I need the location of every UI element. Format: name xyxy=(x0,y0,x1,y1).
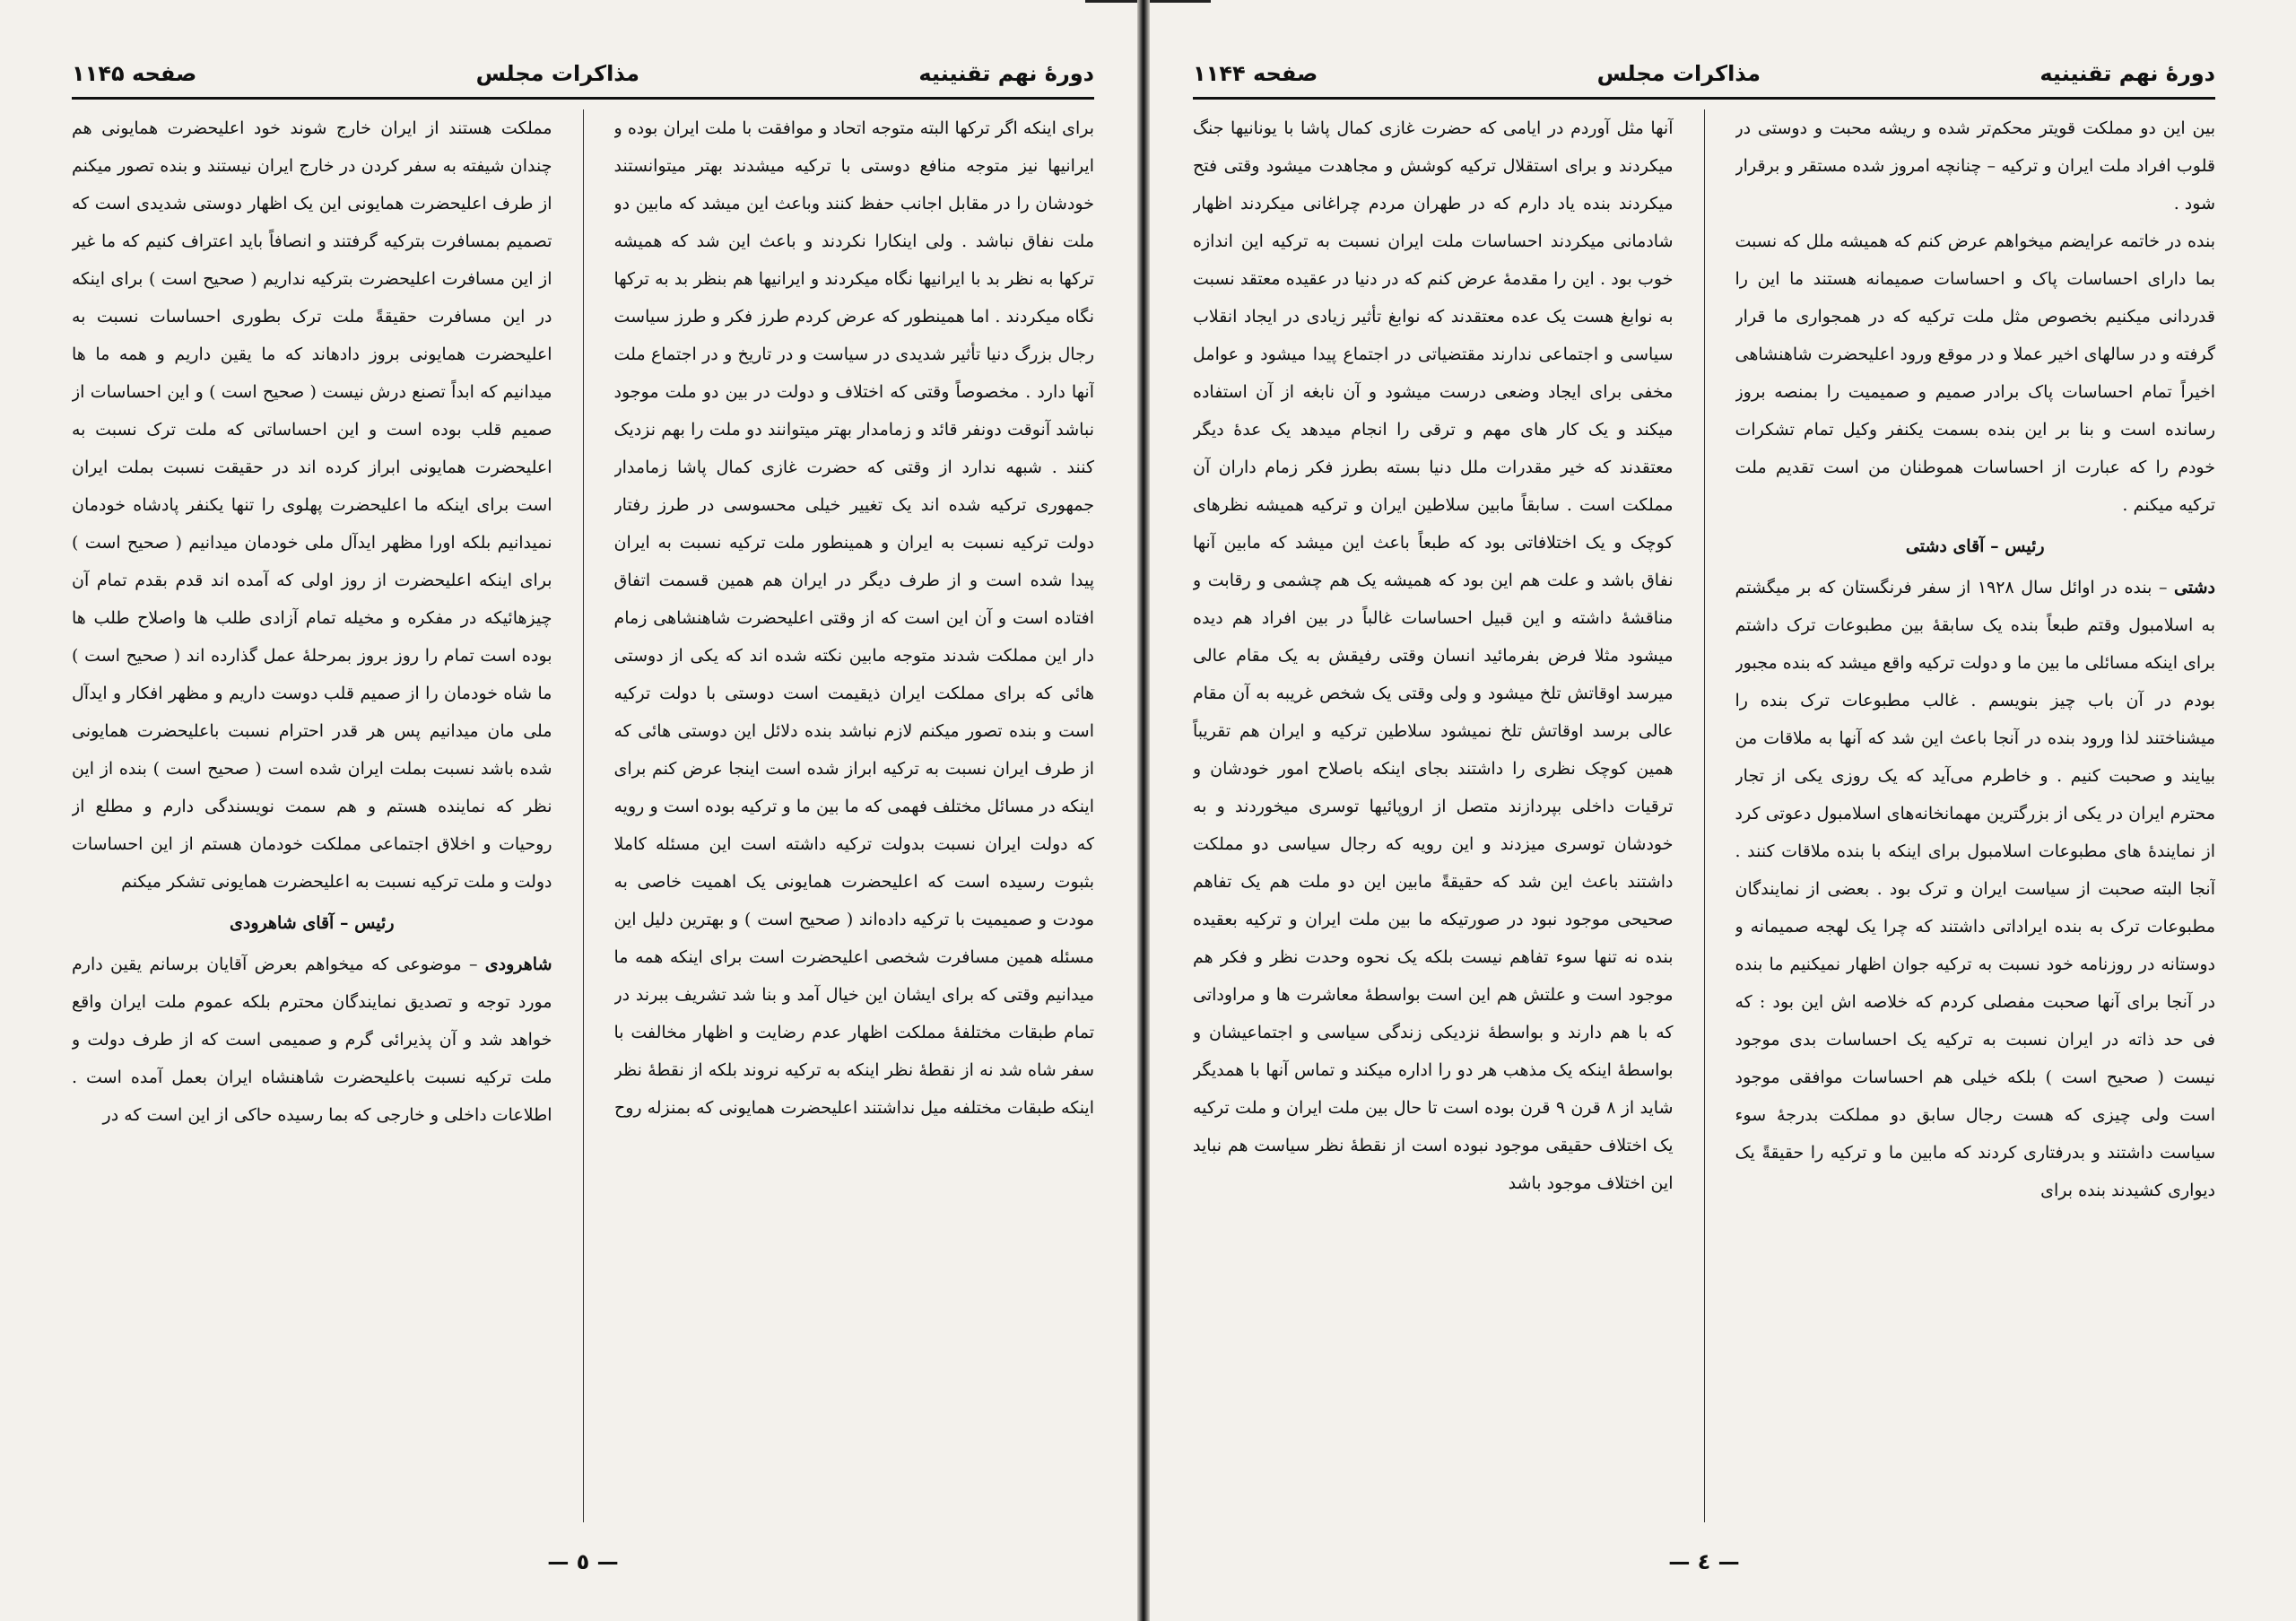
speaker-heading: رئیس – آقای دشتی xyxy=(1905,536,2045,556)
left-page-header xyxy=(72,56,1094,92)
paragraph: مملکت هستند از ایران خارج شوند خود اعلیحضرت همایونی هم چندان شیفته به سفر کردن در خارج ایران نیستند و بنده تصور میکنم از طرف اعلیحضرت همایونی این یک اظهار دوستی شدیدی است که تصمیم بمسافرت بترکیه گرفتند و انصافاً باید اعتراف کنیم که ما غیر از این مسافرت اعلیحضرت بترکیه نداریم ( صحیح است ) برای اینکه در این مسافرت حقیقةً ملت ترک بطوری احساسات نسبت به اعلیحضرت همایونی بروز دادهاند که ما یقین داریم و همه ما ها میدانیم که ابداً تصنع درش نیست ( صحیح است ) و این احساسات از صمیم قلب بوده است و این احساساتی که ملت ترک نسبت به اعلیحضرت همایونی ابراز کرده اند در حقیقت نسبت بملت ایران است برای اینکه ما اعلیحضرت پهلوی را تنها یکنفر پادشاه خودمان نمیدانیم بلکه اورا مظهر ایدآل ملی خودمان میدانیم ( صحیح است ) برای اینکه اعلیحضرت از روز اولی که آمده اند قدم بقدم تمام آن چیزهائیکه در مفکره و مخیله تمام آزادی طلب ها واصلاح طلب ها بوده است تمام را روز بروز بمرحلهٔ عمل گذارده اند ( صحیح است ) ما شاه خودمان را از صمیم قلب دوست داریم و مظهر افکار و ایدآل ملی مان میدانیم پس هر قدر احترام نسبت باعلیحضرت همایونی شده باشد نسبت بملت ایران شده است ( صحیح است ) بنده از این نظر که نماینده هستم و هم سمت نویسندگی دارم و مطلع از روحیات و اخلاق اجتماعی مملکت خودمان هستم از این احساسات دولت و ملت ترکیه نسبت به اعلیحضرت همایونی تشکر میکنم xyxy=(72,118,552,892)
left-page xyxy=(54,0,1112,1621)
right-page-number: صفحه ۱۱۴۴ xyxy=(1193,61,1318,86)
paragraph: برای اینکه اگر ترکها البته متوجه اتحاد و موافقت با ملت ایران بوده و ایرانیها نیز متوجه منافع دوستی با ترکیه میشدند بهتر میتوانستند خودشان را در مقابل اجانب حفظ کنند وباعث این میشد که مابین دو ملت نفاق نباشد . ولی اینکارا نکردند و باعث این شد که همیشه ترکها به نظر بد با ایرانیها نگاه میکردند و ایرانیها هم بنظر بد به ترکها نگاه میکردند . اما همینطور که عرض کردم طرز فکر و طرز سیاست رجال بزرگ دنیا تأثیر شدیدی در سیاست و در تاریخ و در اجتماع ملت آنها دارد . مخصوصاً وقتی که اختلاف و دولت در بین دو ملت موجود نباشد آنوقت دونفر قائد و زمامدار بهتر میتوانند دو ملت را بهم نزدیک کنند . شبهه ندارد از وقتی که حضرت غازی کمال پاشا زمامدار جمهوری ترکیه شده اند یک تغییر خیلی محسوسی در طرز رفتار دولت ترکیه نسبت به ایران و همینطور ملت ترکیه نسبت به ایران پیدا شده است و از طرف دیگر در ایران هم همین قسمت اتفاق افتاده است و آن این است که از وقتی اعلیحضرت شاهنشاهی زمام دار این مملکت شدند متوجه مابین نکته شده اند که یکی از دوستی هائی که برای مملکت ایران ذیقیمت است دوستی با دولت ترکیه است و بنده تصور میکنم لازم نباشد بنده دلائل این دوستی هائی که از طرف ایران نسبت به ترکیه ابراز شده است اینجا عرض کنم برای اینکه در مسائل مختلف فهمی که ما بین ما و ترکیه بوده است و رویه که دولت ایران نسبت بدولت ترکیه داشته است این مسئله کاملا بثبوت رسیده است که اعلیحضرت همایونی یک اهمیت خاصی به مودت و صمیمیت با ترکیه داده‌اند ( صحیح است ) و بهترین دلیل این مسئله همین مسافرت شخصی اعلیحضرت است برای اینکه همه ما میدانیم وقتی که برای ایشان این خیال آمد و بنا شد تشریف ببرند در تمام طبقات مختلفهٔ مملکت اظهار عدم رضایت و اظهار مخالفت با سفر شاه شد نه از نقطهٔ نظر اینکه به ترکیه نروند بلکه از نقطهٔ نظر اینکه طبقات مختلفه میل نداشتند اعلیحضرت همایونی که بمنزله روح xyxy=(613,118,1094,1118)
right-session-title: دورهٔ نهم تقنینیه xyxy=(2039,61,2215,86)
right-page-left-column xyxy=(1193,109,1674,1522)
column-divider xyxy=(1704,109,1705,1522)
left-page-footer: — ٥ — xyxy=(547,1549,619,1574)
right-header-rule xyxy=(1193,97,2215,100)
column-divider xyxy=(583,109,584,1522)
right-page-columns xyxy=(1193,109,2215,1522)
left-running-title: مذاکرات مجلس xyxy=(475,61,640,86)
right-page-header xyxy=(1193,56,2215,92)
right-running-title: مذاکرات مجلس xyxy=(1596,61,1761,86)
speaker-heading: رئیس – آقای شاهرودی xyxy=(229,913,395,933)
paragraph xyxy=(1735,569,2216,1209)
paragraph xyxy=(72,946,552,1134)
paragraph: آنها مثل آوردم در ایامی که حضرت غازی کمال پاشا با یونانیها جنگ میکردند و برای استقلال ترکیه کوشش و مجاهدت میشود وقتی فتح میکردند بنده یاد دارم که در طهران مردم چراغانی میکردند اظهار شادمانی میکردند احساسات ملت ایران نسبت به ترکیه این اندازه خوب بود . این را مقدمهٔ عرض کنم که در دنیا در عقیده معتقد نسبت به نوابغ هست یک عده معتقدند که نوابغ تأثیر زیادی در ایجاد انقلاب سیاسی و اجتماعی ندارند مقتضیاتی در اجتماع پیدا میشود و عوامل مخفی برای ایجاد وضعی درست میشود و آن نابغه از آن استفاده میکند و یک کار های مهم و ترقی را انجام میدهد یک عدهٔ دیگر معتقدند که خیر مقدرات ملل دنیا بسته بطرز فکر زمام داران آن مملکت است . سابقاً مابین سلاطین ایران و ترکیه همیشه نظرهای کوچک و یک اختلافاتی بود که طبعاً باعث این میشد که مابین آنها نفاق باشد و علت هم این بود که همیشه یک هم چشمی و رقابت و مناقشهٔ داشته و این قبیل احساسات غالباً در بین افراد هم دیده میشود مثلا فرض بفرمائید انسان وقتی رفیقش به یک مقام عالی میرسد اوقاتش تلخ میشود و ولی وقتی یک شخص غریبه به آن مقام عالی برسد اوقاتش تلخ نمیشود سلاطین ترکیه و ایران هم تقریباً همین کوچک نظری را داشتند بجای اینکه باصلاح امور خودشان و ترقیات داخلی بپردازند متصل از اروپائیها توسری میخوردند و به خودشان توسری میزدند و این رویه که رجال سیاسی دو مملکت داشتند باعث این شد که حقیقةً مابین این دو ملت هم یک تفاهم صحیحی موجود نبود در صورتیکه ما بین ملت ایران و ترکیه بعقیده بنده نه تنها سوء تفاهم نیست بلکه یک نحوه وحدت نظر و فکر هم موجود است و علتش هم این است بواسطهٔ معاشرت ها و مراوداتی که با هم دارند و بواسطهٔ نزدیکی زندگی سیاسی و اجتماعیشان و بواسطهٔ اینکه یک مذهب هر دو را اداره میکند و تماس آنها با همدیگر شاید از ۸ قرن ۹ قرن بوده است تا حال بین ملت ایران و ملت ترکیه یک اختلاف حقیقی موجود نبوده است از نقطهٔ نظر سیاست هم نباید این اختلاف موجود باشد xyxy=(1193,118,1674,1193)
speech-text: – بنده در اوائل سال ۱۹۲۸ از سفر فرنگستان که بر میگشتم به اسلامبول وقتم طبعاً بنده یک سابقهٔ بین مطبوعات ترک داشتم برای اینکه مسائلی ما بین ما و دولت ترکیه واقع میشد که بنده مجبور بودم در آن باب چیز بنویسم . غالب مطبوعات ترک بنده را میشناختند لذا ورود بنده در آنجا باعث این شد که آنها به ملاقات من بیایند و صحبت کنیم . و خاطرم می‌آید که یک روزی یکی از تجار محترم ایران در یکی از بزرگترین مهمانخانه‌های اسلامبول دعوتی کرد از نمایندهٔ های مطبوعات اسلامبول برای اینکه با بنده ملاقات کنند . آنجا البته صحبت از سیاست ایران و ترک بود . بعضی از نمایندگان مطبوعات ترک به بنده ایراداتی داشتند که چرا یک لهجه صمیمانه و دوستانه در روزنامه خود نسبت به ترکیه جوان اظهار نمیکنیم ما بنده در آنجا برای آنها صحبت مفصلی کردم که خلاصه اش این بود : که فی حد ذاته در ایران نسبت به ترکیه یک احساسات بدی موجود نیست ( صحیح است ) بلکه خیلی هم احساسات موافقی موجود است ولی چیزی که هست رجال سابق دو مملکت بدرجهٔ سوء سیاست داشتند و بدرفتاری کردند که مابین ما و ترکیه را حقیقةً یک دیواری کشیدند بنده برای xyxy=(1735,578,2215,1200)
left-header-rule xyxy=(72,97,1094,100)
left-page-number: صفحه ۱۱۴۵ xyxy=(72,61,197,86)
right-page-footer: — ٤ — xyxy=(1668,1549,1740,1574)
left-page-right-column xyxy=(614,109,1095,1522)
speech-text: – موضوعی که میخواهم بعرض آقایان برسانم یقین دارم مورد توجه و تصدیق نمایندگان محترم بلکه عموم ملت ایران واقع خواهد شد و آن پذیرائی گرم و صمیمی است که از طرف دولت و ملت ترکیه نسبت باعلیحضرت شاهنشاه ایران بعمل آمده است . اطلاعات داخلی و خارجی که بما رسیده حاکی از این است که در xyxy=(72,954,552,1125)
speaker-name: دشتی xyxy=(2174,578,2215,597)
speaker-name: شاهرودی xyxy=(484,954,552,974)
paragraph: بین این دو مملکت قویتر محکم‌تر شده و ریشه محبت و دوستی در قلوب افراد ملت ایران و ترکیه – چنانچه امروز شده مستقر و برقرار شود . xyxy=(1735,118,2215,214)
book-gutter xyxy=(1137,0,1150,1621)
paragraph: بنده در خاتمه عرایضم میخواهم عرض کنم که همیشه ملل که نسبت بما دارای احساسات پاک و احساسات صمیمانه هستند ما این را قدردانی میکنیم بخصوص مثل ملت ترکیه که در همجواری ما قرار گرفته و در سالهای اخیر عملا و در موقع ورود اعلیحضرت شاهنشاهی اخیراً تمام احساسات پاک برادر صمیم و صمیمیت را بمنصه بروز رسانده است و بنا بر این بنده بسمت یکنفر وکیل تمام تشکرات خودم را که عبارت از احساسات هموطنان من است تقدیم ملت ترکیه میکنم . xyxy=(1735,231,2215,515)
left-page-columns xyxy=(72,109,1094,1522)
right-page xyxy=(1175,0,2233,1621)
left-page-left-column xyxy=(72,109,552,1522)
left-session-title: دورهٔ نهم تقنینیه xyxy=(918,61,1094,86)
right-page-right-column xyxy=(1735,109,2216,1522)
